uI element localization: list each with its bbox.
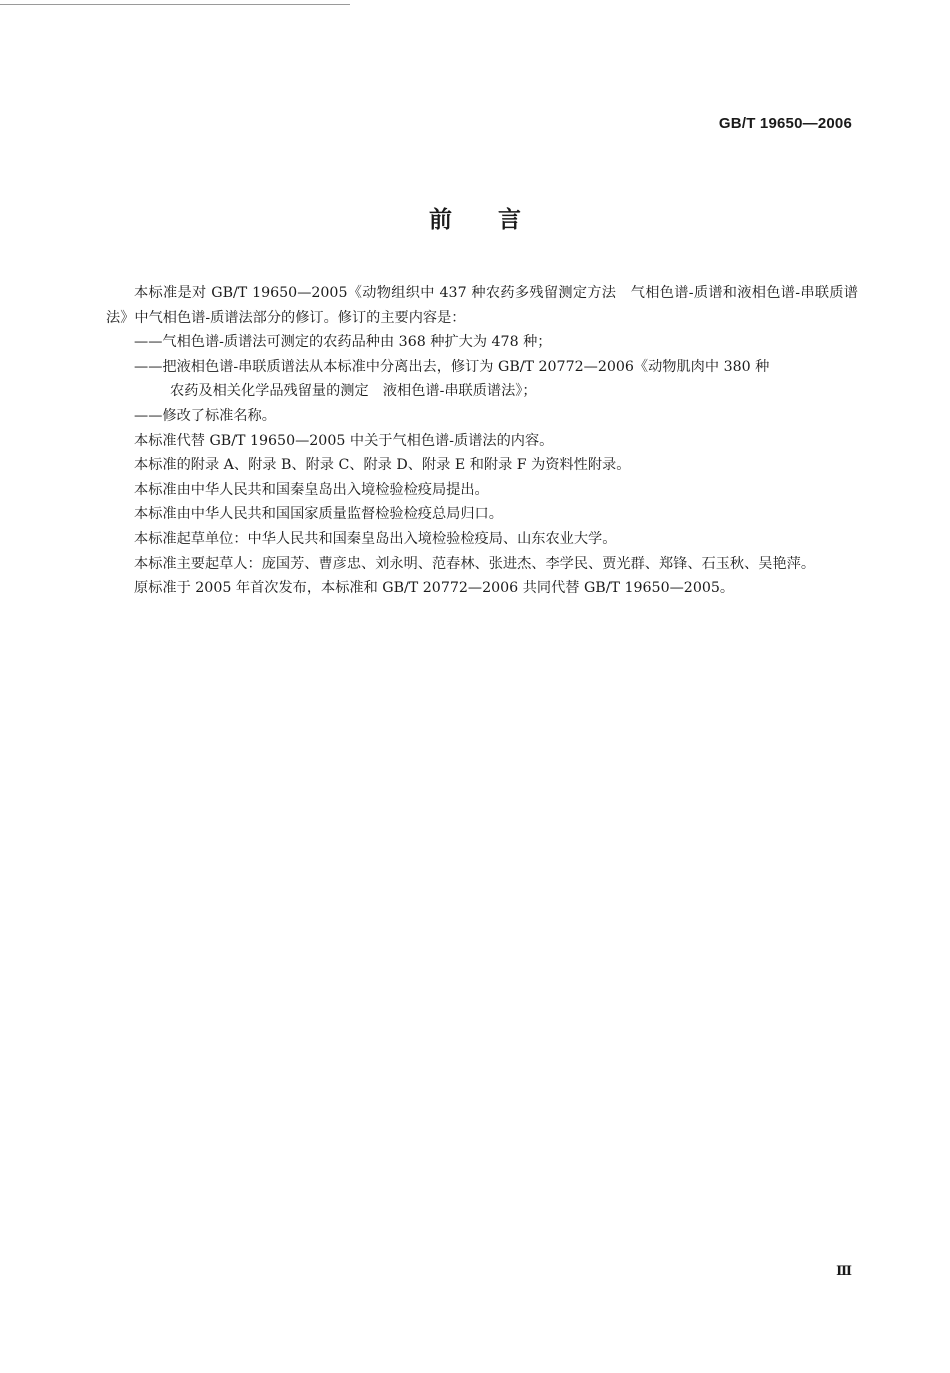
list-item-lcms-separation: ——把液相色谱-串联质谱法从本标准中分离出去，修订为 GB/T 20772—2006《动物肌肉中 380 种 xyxy=(134,358,770,375)
paragraph-centralized-by: 本标准由中华人民共和国国家质量监督检验检疫总局归口。 xyxy=(134,506,503,523)
paragraph-annexes: 本标准的附录 A、附录 B、附录 C、附录 D、附录 E 和附录 F 为资料性附录。 xyxy=(134,457,631,474)
list-item-lcms-separation-continued: 农药及相关化学品残留量的测定 液相色谱-串联质谱法》； xyxy=(170,383,537,400)
paragraph-revision-intro: 本标准是对 GB/T 19650—2005《动物组织中 437 种农药多残留测定方法 气相色谱-质谱和液相色谱-串联质谱法》中气相色谱-质谱法部分的修订。修订的主要内容是： xyxy=(106,285,858,326)
paragraph-drafters: 本标准主要起草人：庞国芳、曹彦忠、刘永明、范春林、张进杰、李学民、贾光群、郑锋、石玉秋、吴艳萍。 xyxy=(134,555,816,572)
paragraph-proposed-by: 本标准由中华人民共和国秦皇岛出入境检验检疫局提出。 xyxy=(134,481,489,498)
standard-number: GB/T 19650—2006 xyxy=(718,115,852,132)
foreword-body xyxy=(106,281,858,601)
list-item-name-change: ——修改了标准名称。 xyxy=(134,407,276,424)
paragraph-first-published: 原标准于 2005 年首次发布，本标准和 GB/T 20772—2006 共同代替 GB/T 19650—2005。 xyxy=(134,580,735,597)
list-item-pesticide-expansion: ——气相色谱-质谱法可测定的农药品种由 368 种扩大为 478 种； xyxy=(134,334,552,351)
page-title: 前言 xyxy=(429,207,567,233)
page-top-edge-line xyxy=(0,4,350,5)
paragraph-drafting-units: 本标准起草单位：中华人民共和国秦皇岛出入境检验检疫局、山东农业大学。 xyxy=(134,530,617,547)
page-number: Ⅲ xyxy=(836,1264,852,1279)
paragraph-replaces: 本标准代替 GB/T 19650—2005 中关于气相色谱-质谱法的内容。 xyxy=(134,432,554,449)
